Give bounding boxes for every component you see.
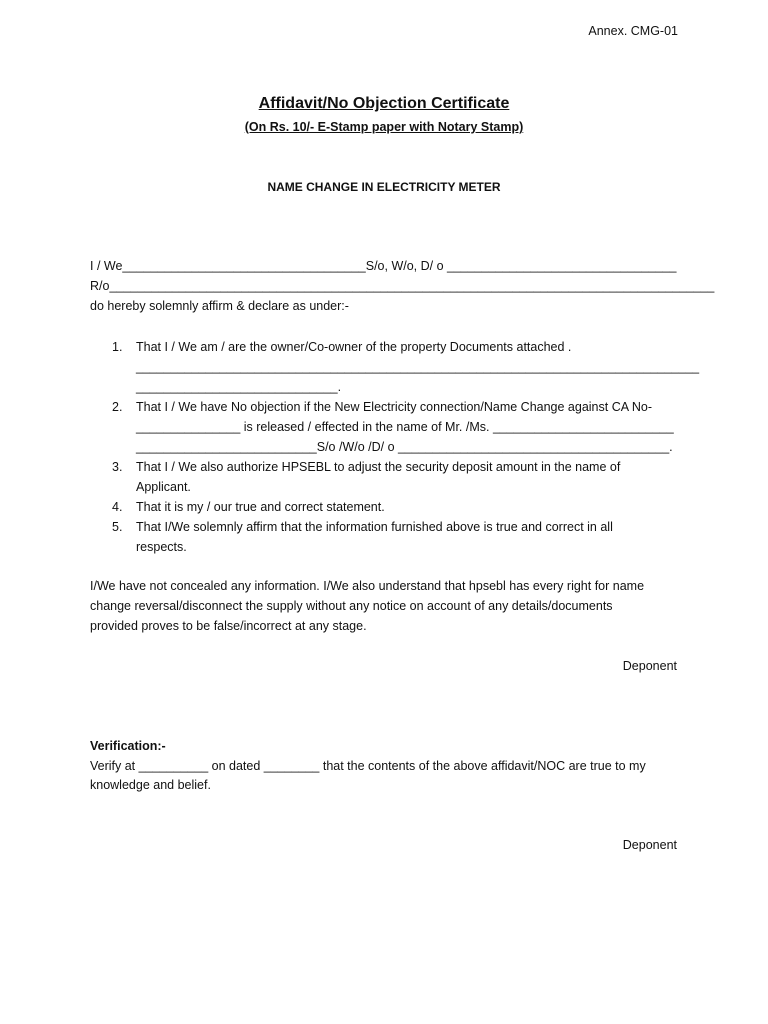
verification-heading: Verification:- bbox=[90, 739, 166, 753]
deponent-signature-label: Deponent bbox=[622, 659, 677, 673]
item-text: That I / We am / are the owner/Co-owner of the property Documents attached . bbox=[136, 340, 572, 354]
intro-line-affirm: do hereby solemnly affirm & declare as under:- bbox=[90, 299, 349, 313]
item-number: 3. bbox=[112, 460, 123, 474]
item-text: respects. bbox=[136, 540, 187, 554]
item-number: 2. bbox=[112, 400, 123, 414]
item-text: _______________ is released / effected in the name of Mr. /Ms. __________________________ bbox=[136, 420, 674, 434]
item-text: That I/We solemnly affirm that the information furnished above is true and correct in all bbox=[136, 520, 613, 534]
intro-line-residence: R/o_______________________________________________________________________________________ bbox=[90, 279, 715, 293]
item-number: 4. bbox=[112, 500, 123, 514]
declaration-line: I/We have not concealed any information. I/We also understand that hpsebl has every right for name bbox=[90, 579, 645, 593]
item-text: _________________________________________________________________________________ bbox=[136, 360, 700, 374]
item-text: Applicant. bbox=[136, 480, 191, 494]
intro-line-name: I / We___________________________________S/o, W/o, D/ o _________________________________ bbox=[90, 259, 677, 273]
declaration-line: provided proves to be false/incorrect at any stage. bbox=[90, 619, 367, 633]
document-heading: NAME CHANGE IN ELECTRICITY METER bbox=[267, 180, 501, 194]
item-number: 5. bbox=[112, 520, 123, 534]
item-text: That I / We also authorize HPSEBL to adjust the security deposit amount in the name of bbox=[136, 460, 621, 474]
deponent-signature-label: Deponent bbox=[622, 838, 677, 852]
item-number: 1. bbox=[112, 340, 123, 354]
item-text: _____________________________. bbox=[136, 380, 342, 394]
verification-line: Verify at __________ on dated ________ that the contents of the above affidavit/NOC are true to my bbox=[90, 759, 646, 773]
item-text: That it is my / our true and correct statement. bbox=[136, 500, 385, 514]
item-text: __________________________S/o /W/o /D/ o _______________________________________. bbox=[136, 440, 673, 454]
item-text: That I / We have No objection if the New Electricity connection/Name Change against CA No- bbox=[136, 400, 652, 414]
document-title: Affidavit/No Objection Certificate bbox=[258, 95, 510, 112]
document-subtitle: (On Rs. 10/- E-Stamp paper with Notary Stamp) bbox=[244, 120, 524, 134]
declaration-line: change reversal/disconnect the supply without any notice on account of any details/documents bbox=[90, 599, 613, 613]
annex-label: Annex. CMG-01 bbox=[588, 24, 678, 38]
verification-line: knowledge and belief. bbox=[90, 778, 211, 792]
